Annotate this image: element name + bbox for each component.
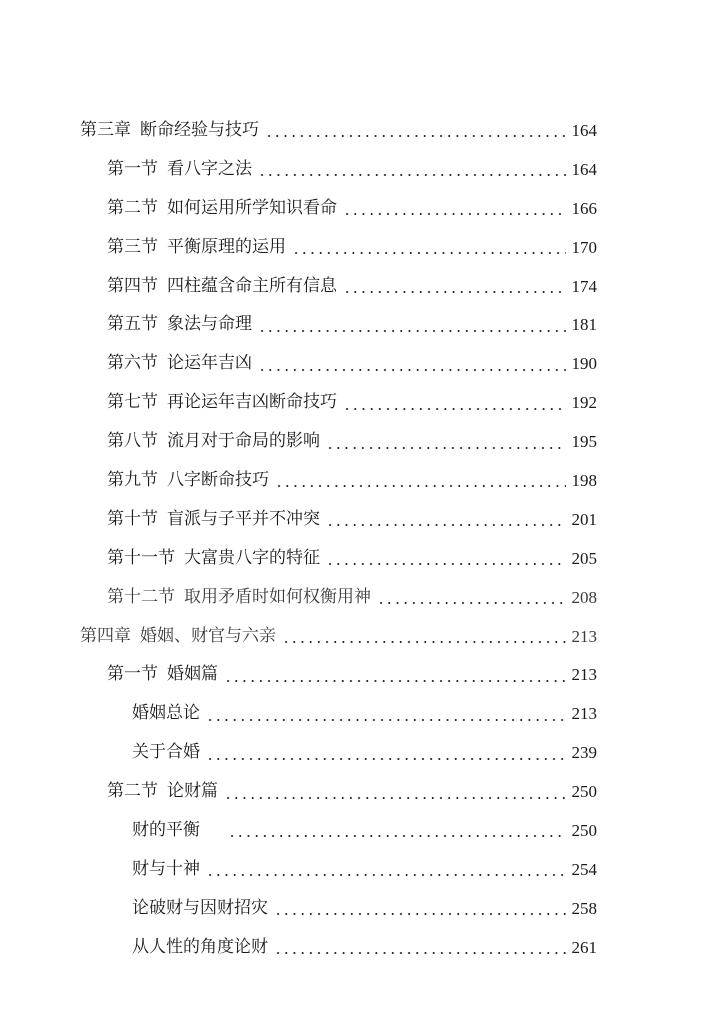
entry-title: 财与十神	[132, 858, 200, 879]
entry-title: 流月对于命局的影响	[167, 431, 320, 452]
entry-number: 第二节	[107, 781, 158, 802]
entry-number: 第一节	[107, 664, 158, 685]
entry-number: 第六节	[107, 353, 158, 374]
entry-number: 第四节	[107, 275, 158, 296]
dot-leader	[292, 252, 566, 254]
dot-leader	[282, 641, 566, 643]
toc-entry-subsection	[0, 694, 724, 733]
dot-leader	[224, 680, 566, 682]
toc-entry-chapter-3	[0, 111, 724, 150]
toc-entry-section	[0, 578, 724, 617]
entry-page-number: 174	[571, 276, 597, 296]
toc-entry-subsection	[0, 889, 724, 928]
dot-leader	[326, 563, 566, 565]
entry-label	[107, 666, 218, 683]
toc-entry-subsection	[0, 850, 724, 889]
entry-page-number: 213	[571, 704, 597, 724]
entry-title: 再论运年吉凶断命技巧	[167, 392, 337, 413]
toc-entry-section	[0, 422, 724, 461]
entry-title: 象法与命理	[167, 314, 252, 335]
entry-label	[107, 275, 337, 296]
toc-entry-section	[0, 150, 724, 189]
entry-page-number: 164	[571, 120, 597, 140]
entry-label	[107, 197, 337, 218]
entry-number: 第二节	[107, 197, 158, 218]
entry-title: 平衡原理的运用	[167, 236, 286, 257]
entry-number: 第三章	[80, 119, 131, 140]
toc-entry-subsection	[0, 928, 724, 967]
entry-label	[80, 119, 259, 140]
entry-label	[132, 897, 268, 918]
table-of-contents	[0, 111, 724, 967]
toc-entry-section	[0, 655, 724, 694]
entry-number: 第十节	[107, 508, 158, 529]
entry-title: 论破财与因财招灾	[132, 897, 268, 918]
entry-label	[132, 744, 200, 761]
entry-number: 第八节	[107, 431, 158, 452]
dot-leader	[228, 835, 566, 837]
dot-leader	[275, 485, 566, 487]
dot-leader	[224, 797, 566, 799]
dot-leader	[343, 213, 566, 215]
entry-title: 关于合婚	[132, 742, 200, 763]
entry-title: 婚姻篇	[167, 664, 218, 685]
entry-page-number: 205	[571, 548, 597, 568]
dot-leader	[377, 602, 566, 604]
entry-label	[132, 858, 200, 879]
entry-title: 从人性的角度论财	[132, 936, 268, 957]
dot-leader	[258, 369, 566, 371]
entry-page-number: 170	[571, 237, 597, 257]
toc-entry-subsection	[0, 811, 724, 850]
entry-title: 婚姻总论	[132, 703, 200, 724]
toc-entry-subsection	[0, 733, 724, 772]
dot-leader	[343, 291, 566, 293]
entry-title: 盲派与子平并不冲突	[167, 508, 320, 529]
entry-label	[107, 547, 320, 568]
entry-title: 取用矛盾时如何权衡用神	[184, 586, 371, 607]
toc-entry-chapter-4	[0, 617, 724, 656]
entry-page-number: 190	[571, 354, 597, 374]
entry-page-number: 192	[571, 393, 597, 413]
dot-leader	[206, 874, 566, 876]
entry-page-number: 166	[571, 198, 597, 218]
entry-page-number: 254	[571, 859, 597, 879]
toc-entry-section	[0, 539, 724, 578]
entry-page-number: 208	[571, 587, 597, 607]
entry-number: 第一节	[107, 158, 158, 179]
entry-label	[107, 316, 252, 333]
entry-page-number: 181	[571, 315, 597, 335]
dot-leader	[326, 524, 566, 526]
entry-title: 八字断命技巧	[167, 469, 269, 490]
dot-leader	[326, 447, 566, 449]
entry-title: 看八字之法	[167, 158, 252, 179]
entry-label	[132, 705, 200, 722]
entry-title: 大富贵八字的特征	[184, 547, 320, 568]
entry-label	[107, 586, 371, 607]
entry-page-number: 164	[571, 159, 597, 179]
entry-label	[107, 469, 269, 490]
dot-leader	[343, 408, 566, 410]
entry-title: 断命经验与技巧	[140, 119, 259, 140]
entry-title: 财的平衡	[132, 819, 200, 840]
entry-label	[107, 508, 320, 529]
dot-leader	[274, 952, 566, 954]
entry-label	[107, 236, 286, 257]
entry-label	[107, 158, 252, 179]
entry-page-number: 195	[571, 432, 597, 452]
entry-page-number: 250	[571, 782, 597, 802]
toc-entry-section	[0, 228, 724, 267]
entry-number: 第四章	[80, 625, 131, 646]
dot-leader	[265, 135, 566, 137]
toc-entry-section	[0, 383, 724, 422]
entry-label	[107, 355, 252, 372]
dot-leader	[258, 174, 566, 176]
entry-title: 如何运用所学知识看命	[167, 197, 337, 218]
entry-label	[107, 394, 337, 411]
entry-number: 第十二节	[107, 586, 175, 607]
entry-page-number: 250	[571, 820, 597, 840]
entry-label	[132, 936, 268, 957]
entry-title: 四柱蕴含命主所有信息	[167, 275, 337, 296]
toc-entry-section	[0, 461, 724, 500]
dot-leader	[206, 758, 566, 760]
entry-page-number: 258	[571, 898, 597, 918]
dot-leader	[274, 913, 566, 915]
entry-page-number: 198	[571, 470, 597, 490]
toc-entry-section	[0, 267, 724, 306]
entry-label	[132, 819, 200, 840]
entry-page-number: 261	[571, 937, 597, 957]
entry-number: 第三节	[107, 236, 158, 257]
toc-entry-section	[0, 772, 724, 811]
dot-leader	[258, 330, 566, 332]
entry-number: 第五节	[107, 314, 158, 335]
toc-entry-section	[0, 189, 724, 228]
entry-page-number: 239	[571, 743, 597, 763]
entry-title: 论财篇	[167, 781, 218, 802]
toc-entry-section	[0, 344, 724, 383]
entry-label	[107, 783, 218, 800]
entry-number: 第七节	[107, 392, 158, 413]
dot-leader	[206, 719, 566, 721]
entry-title: 婚姻、财官与六亲	[140, 625, 276, 646]
toc-entry-section	[0, 305, 724, 344]
entry-number: 第十一节	[107, 547, 175, 568]
entry-page-number: 213	[571, 626, 597, 646]
entry-title: 论运年吉凶	[167, 353, 252, 374]
toc-entry-section	[0, 500, 724, 539]
entry-page-number: 201	[571, 509, 597, 529]
entry-label	[107, 433, 320, 450]
entry-label	[80, 625, 276, 646]
entry-page-number: 213	[571, 665, 597, 685]
entry-number: 第九节	[107, 469, 158, 490]
